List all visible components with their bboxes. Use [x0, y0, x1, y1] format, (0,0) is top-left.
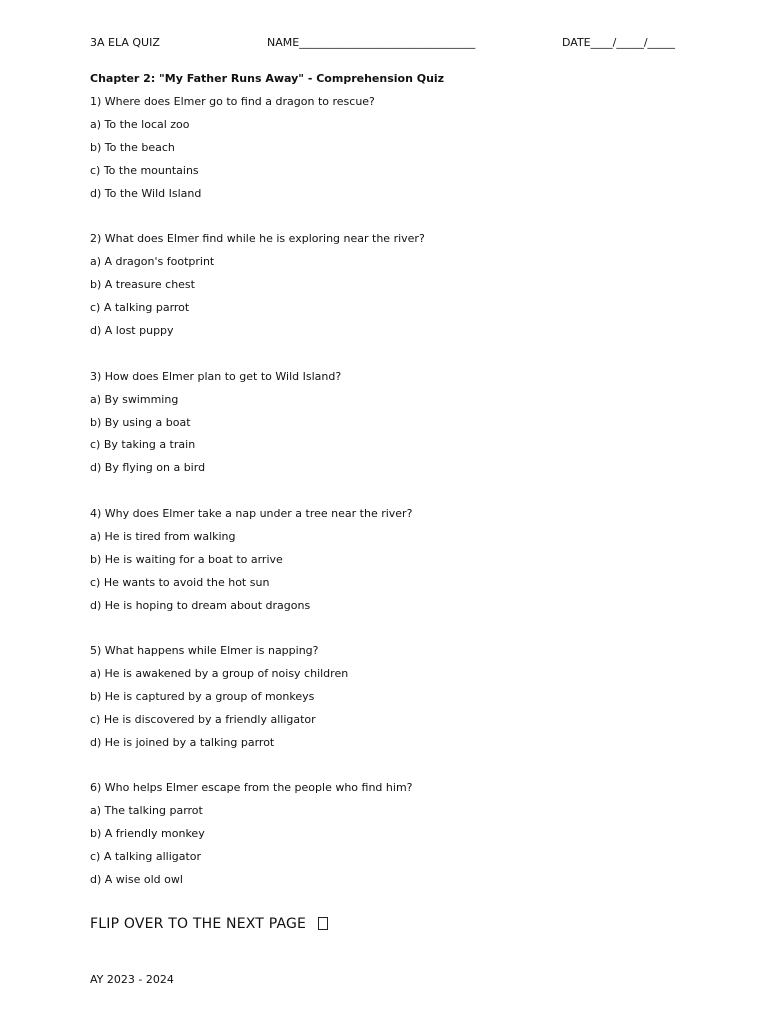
header [90, 36, 690, 52]
question-3-option-d: d) By flying on a bird [90, 461, 206, 474]
question-6-option-d: d) A wise old owl [90, 873, 183, 886]
footer-year: AY 2023 - 2024 [90, 973, 174, 986]
question-6: 6) Who helps Elmer escape from the people who find him? [90, 781, 413, 794]
question-1-option-a: a) To the local zoo [90, 118, 190, 131]
question-1-option-d: d) To the Wild Island [90, 187, 202, 200]
question-3-option-b: b) By using a boat [90, 416, 191, 429]
flip-notice [90, 916, 328, 932]
question-3-option-c: c) By taking a train [90, 438, 196, 451]
question-2: 2) What does Elmer find while he is exploring near the river? [90, 232, 425, 245]
flip-text: FLIP OVER TO THE NEXT PAGE [90, 916, 307, 932]
question-1-option-c: c) To the mountains [90, 164, 199, 177]
page-title: Chapter 2: "My Father Runs Away" - Comprehension Quiz [90, 72, 445, 85]
question-6-option-a: a) The talking parrot [90, 804, 203, 817]
question-2-option-c: c) A talking parrot [90, 301, 190, 314]
question-1-option-b: b) To the beach [90, 141, 175, 154]
question-5-option-c: c) He is discovered by a friendly alligator [90, 713, 316, 726]
name-field: NAME________________________________ [267, 36, 476, 49]
question-6-option-c: c) A talking alligator [90, 850, 202, 863]
question-2-option-b: b) A treasure chest [90, 278, 195, 291]
question-2-option-a: a) A dragon's footprint [90, 255, 215, 268]
question-2-option-d: d) A lost puppy [90, 324, 174, 337]
question-3: 3) How does Elmer plan to get to Wild Island? [90, 370, 342, 383]
question-5-option-a: a) He is awakened by a group of noisy children [90, 667, 349, 680]
arrow-icon [318, 917, 328, 930]
question-5: 5) What happens while Elmer is napping? [90, 644, 319, 657]
question-3-option-a: a) By swimming [90, 393, 179, 406]
question-4-option-d: d) He is hoping to dream about dragons [90, 599, 311, 612]
question-5-option-d: d) He is joined by a talking parrot [90, 736, 275, 749]
question-4-option-c: c) He wants to avoid the hot sun [90, 576, 270, 589]
question-4-option-b: b) He is waiting for a boat to arrive [90, 553, 283, 566]
question-1: 1) Where does Elmer go to find a dragon to rescue? [90, 95, 375, 108]
quiz-label: 3A ELA QUIZ [90, 36, 160, 49]
question-6-option-b: b) A friendly monkey [90, 827, 205, 840]
date-field: DATE____/_____/_____ [562, 36, 676, 49]
question-4: 4) Why does Elmer take a nap under a tree near the river? [90, 507, 413, 520]
question-5-option-b: b) He is captured by a group of monkeys [90, 690, 315, 703]
question-4-option-a: a) He is tired from walking [90, 530, 236, 543]
